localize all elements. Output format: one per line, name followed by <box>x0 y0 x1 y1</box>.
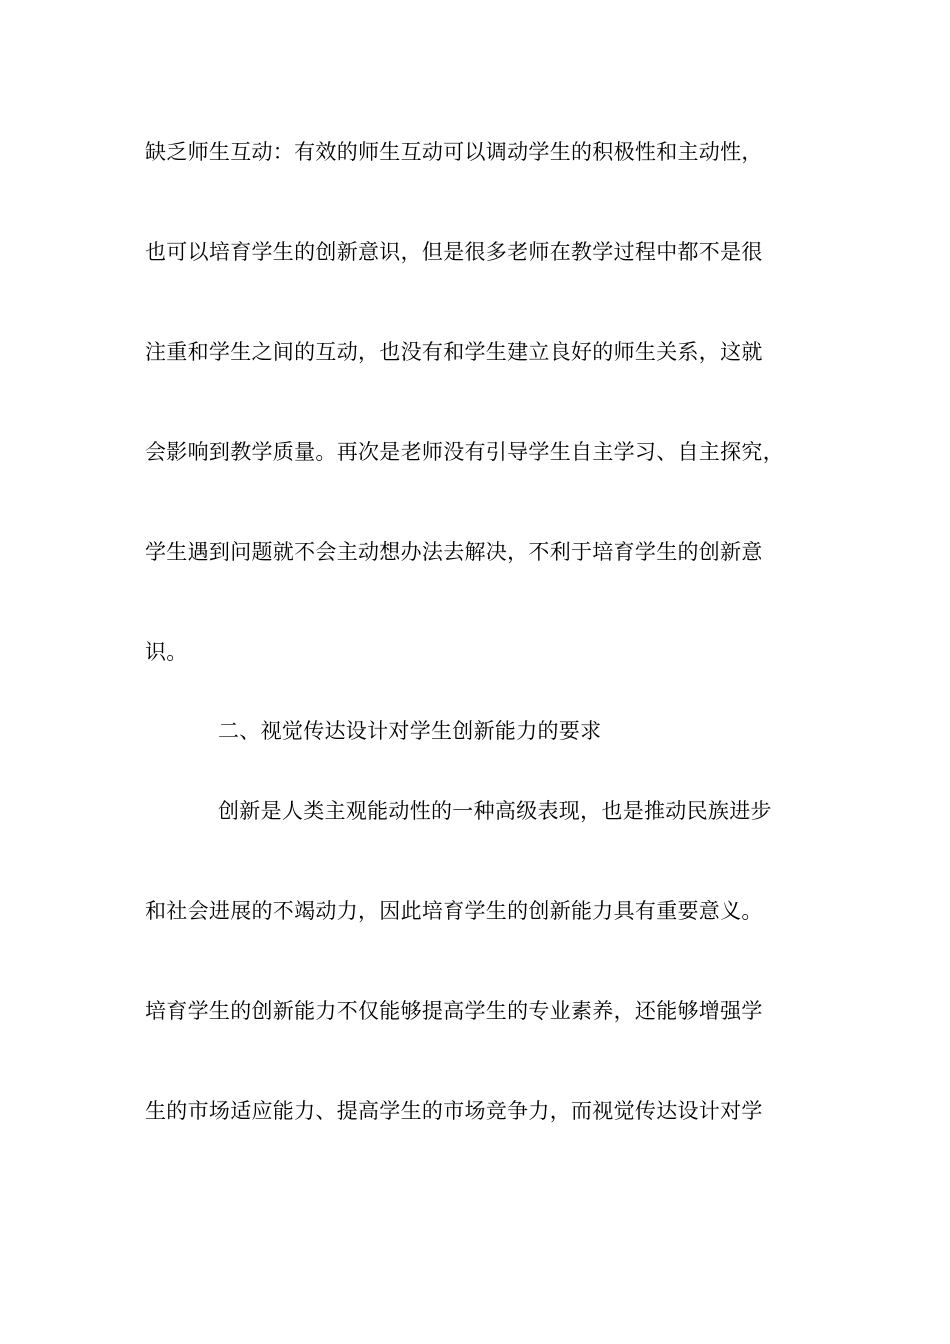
paragraph-line-2: 也可以培育学生的创新意识，但是很多老师在教学过程中都不是很 <box>145 240 763 264</box>
paragraph-line-10: 生的市场适应能力、提高学生的市场竞争力，而视觉传达设计对学 <box>145 1099 763 1123</box>
paragraph-line-8: 和社会进展的不竭动力，因此培育学生的创新能力具有重要意义。 <box>145 899 763 923</box>
paragraph-line-7: 创新是人类主观能动性的一种高级表现，也是推动民族进步 <box>218 799 772 823</box>
paragraph-line-6: 识。 <box>145 640 188 664</box>
paragraph-line-3: 注重和学生之间的互动，也没有和学生建立良好的师生关系，这就 <box>145 340 763 364</box>
paragraph-line-1: 缺乏师生互动：有效的师生互动可以调动学生的积极性和主动性， <box>145 140 763 164</box>
paragraph-line-5: 学生遇到问题就不会主动想办法去解决，不利于培育学生的创新意 <box>145 540 763 564</box>
section-heading: 二、视觉传达设计对学生创新能力的要求 <box>218 719 602 743</box>
paragraph-line-9: 培育学生的创新能力不仅能够提高学生的专业素养，还能够增强学 <box>145 999 763 1023</box>
paragraph-line-4: 会影响到教学质量。再次是老师没有引导学生自主学习、自主探究， <box>145 440 784 464</box>
